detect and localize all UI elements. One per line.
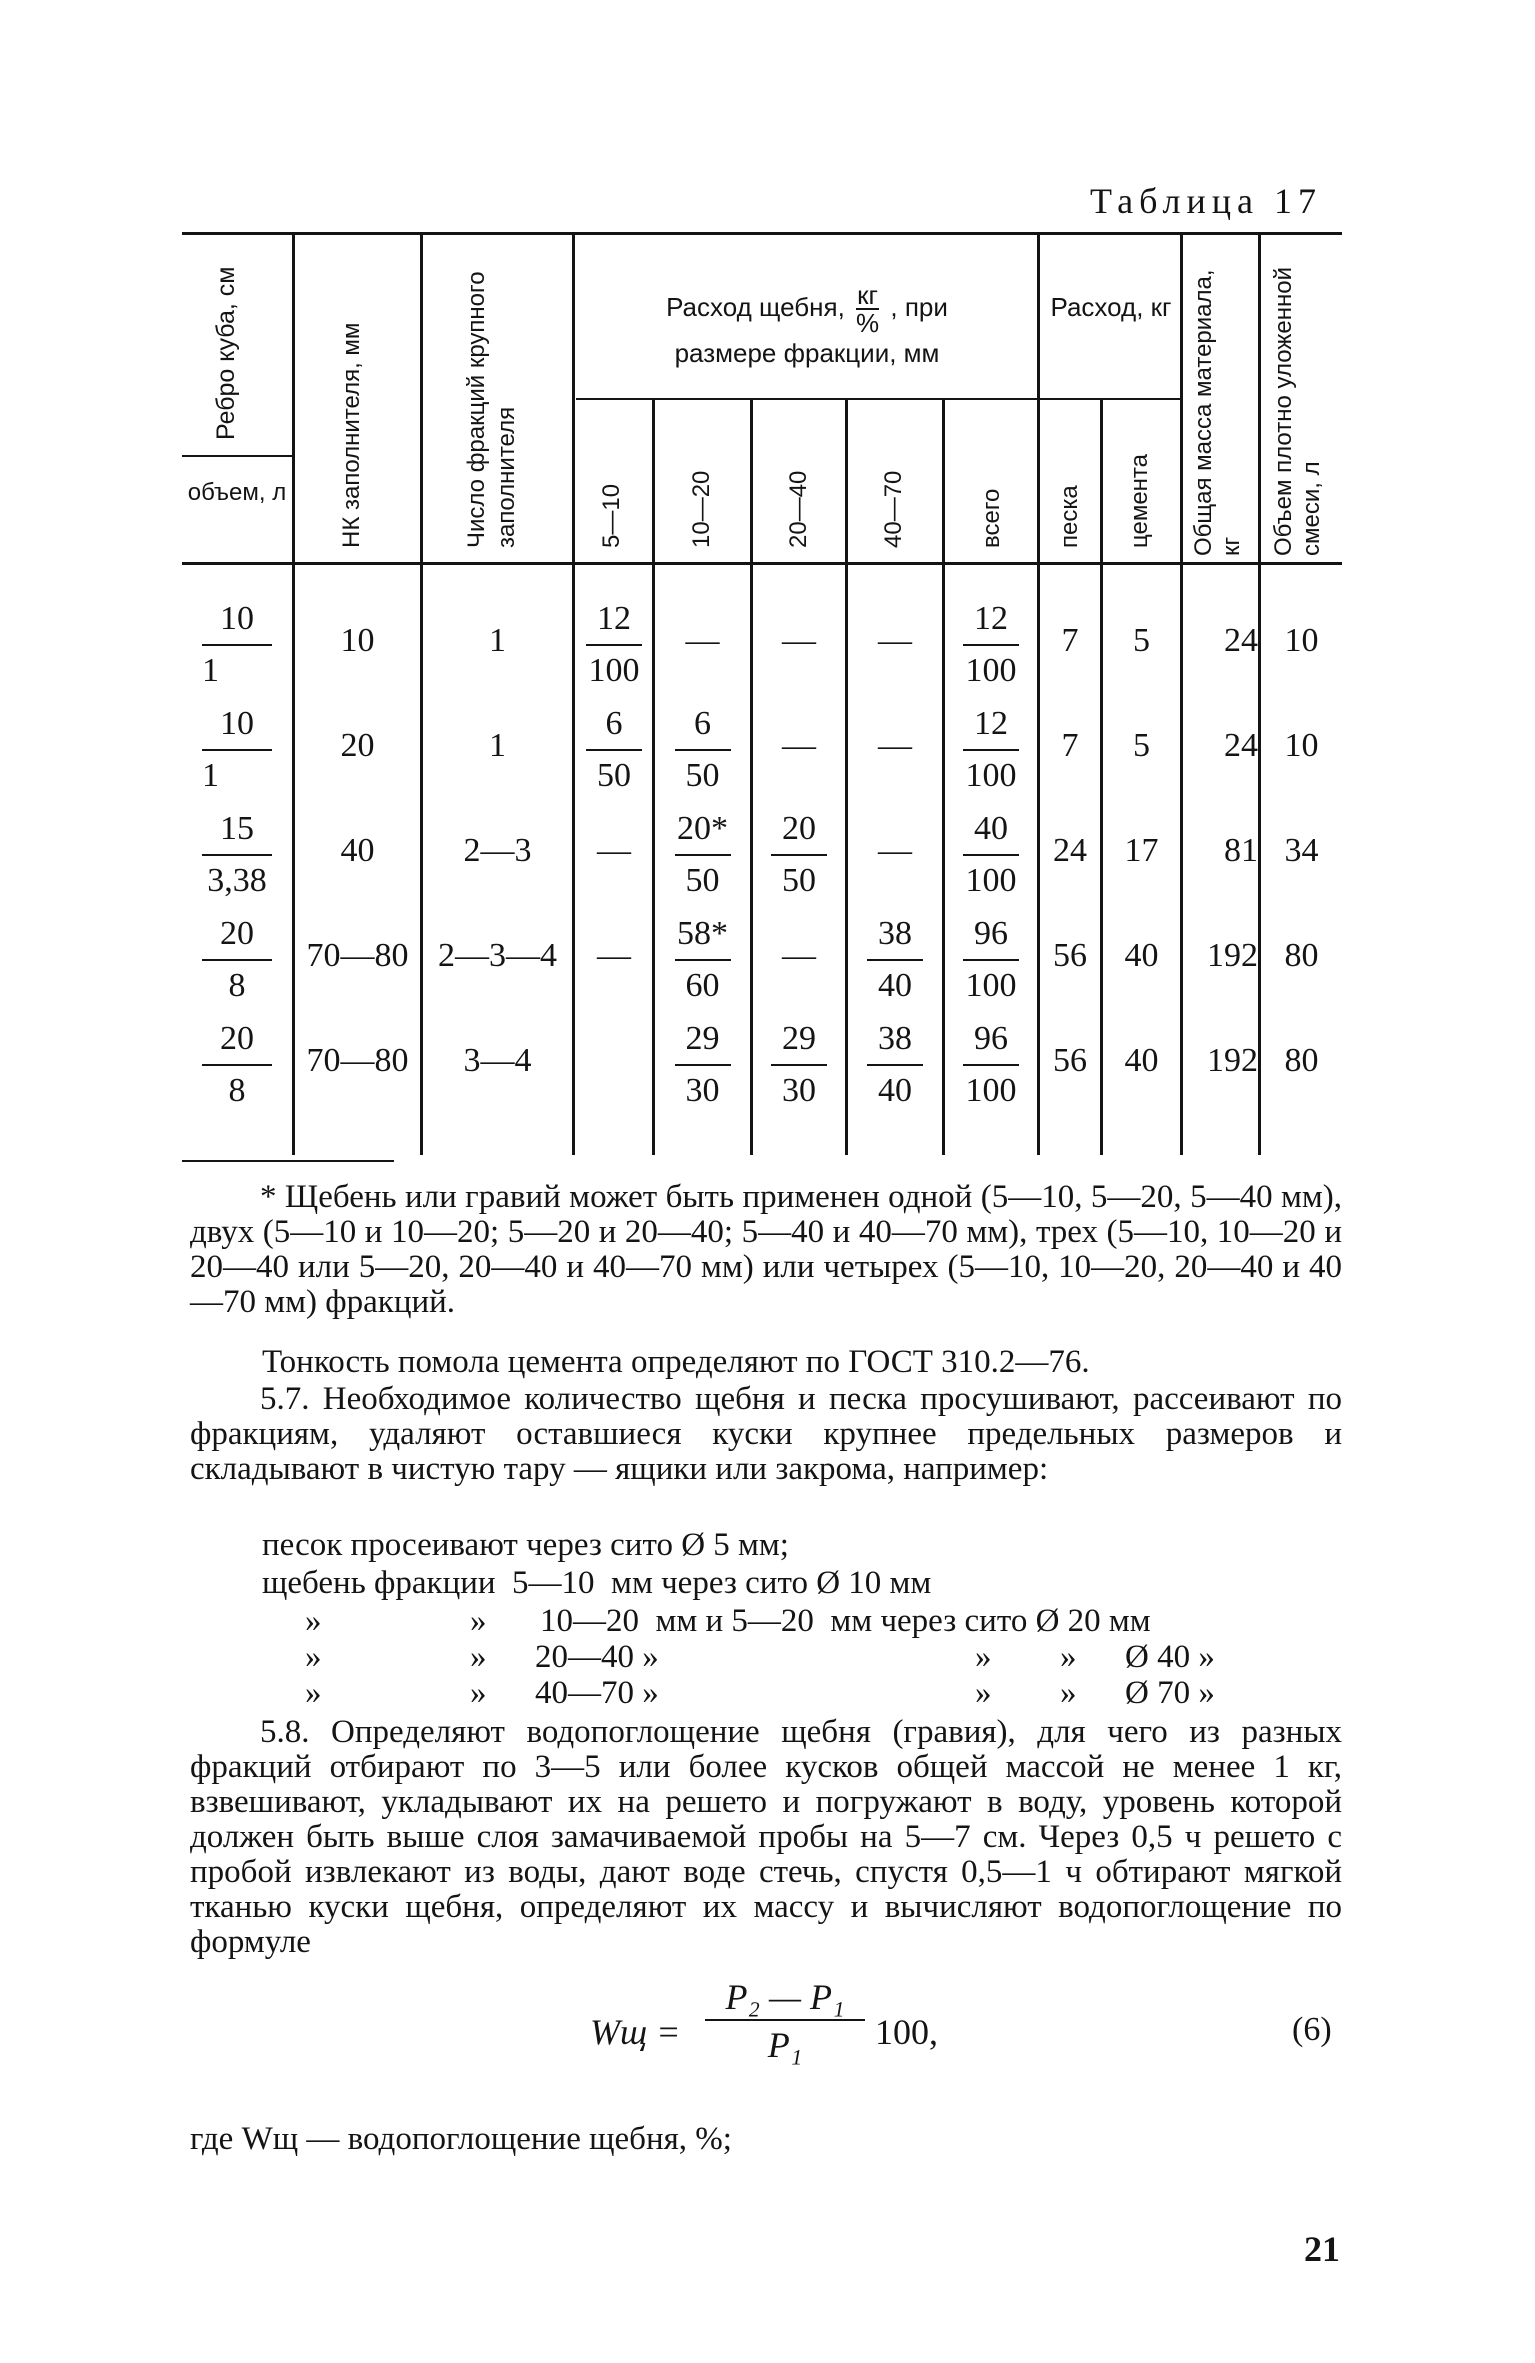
formula-rhs: 100, (875, 2012, 938, 2052)
cell-10-20 (655, 701, 750, 799)
cell-nk: 40 (340, 832, 375, 869)
col-divider (652, 400, 655, 562)
cell-nk: 20 (340, 727, 375, 764)
fraction-bar (675, 854, 731, 856)
numerator: 58* (677, 915, 728, 952)
denominator: 30 (685, 1072, 720, 1109)
consumption-unit (856, 282, 879, 336)
formula-number: (6) (1292, 2011, 1332, 2048)
cell-5-10 (576, 596, 652, 694)
cell-total (945, 806, 1037, 904)
numerator: 6 (694, 705, 711, 742)
numerator: 12 (974, 705, 1008, 742)
edge-value: 20 (220, 1020, 254, 1057)
cell-mass: 24 (1224, 622, 1258, 659)
volume-value: 3,38 (207, 862, 267, 899)
fraction-bar (771, 854, 827, 856)
col-divider (1258, 232, 1261, 562)
col-divider (942, 400, 945, 562)
cement-fineness-text: Тонкость помола цемента определяют по ГОСТ 310.2—76. (262, 1344, 1090, 1380)
ditto-mark: » (470, 1639, 487, 1675)
numerator: 96 (974, 915, 1008, 952)
cell-cement: 17 (1124, 832, 1159, 869)
cell-mass: 81 (1224, 832, 1258, 869)
cell-5-10: — (597, 937, 631, 974)
header-nk: НК заполнителя, мм (338, 322, 365, 548)
denominator: 50 (597, 757, 631, 794)
numerator: 6 (605, 705, 623, 742)
cell-mix: 34 (1284, 832, 1319, 869)
paragraph-5-8-text: 5.8. Определяют водопоглощение щебня (гравия), для чего из разных фракций отбирают по 3—5 или более кусков общей массой не менее 1 кг, взвешивают, укладывают их на решето и погружают в воду, уровень которой должен быть выше слоя замачиваемой пробы на 5—7 см. Через 0,5 ч решето с пробой извлекают из воды, дают воде стечь, спустя 0,5—1 ч обтирают мягкой тканью куски щебня, определяют их массу и вычисляют водопоглощение по формуле (190, 1714, 1342, 1960)
ditto-mark: » (975, 1639, 992, 1675)
table-header-rule (182, 562, 1342, 565)
edge-value: 10 (220, 705, 254, 742)
table-title: Таблица 17 (1090, 181, 1322, 221)
cell-mass: 192 (1207, 937, 1258, 974)
cell-cement: 5 (1133, 727, 1150, 764)
formula-numerator: P₂ — P₁ (725, 1977, 845, 2017)
cell-fractions: 2—3 (463, 832, 532, 869)
numerator: 29 (782, 1020, 816, 1057)
fraction-bar (202, 854, 272, 856)
consumption-unit-den: % (856, 308, 880, 338)
denominator: 100 (965, 652, 1017, 689)
cell-edge-volume (192, 911, 282, 1009)
header-total-mass-text: Общая масса материала, кг (1190, 269, 1245, 556)
edge-value: 15 (220, 810, 254, 847)
denominator: 50 (685, 862, 720, 899)
cell-40-70 (848, 911, 942, 1009)
edge-value: 10 (220, 600, 254, 637)
denominator: 100 (965, 1072, 1017, 1109)
cell-mix: 80 (1284, 1042, 1319, 1079)
ditto-mark: » (305, 1603, 322, 1639)
cell-mix: 10 (1284, 727, 1319, 764)
sieve-line-4-size: 20—40 » (535, 1639, 659, 1675)
denominator: 60 (685, 967, 720, 1004)
cell-nk: 70—80 (306, 937, 409, 974)
col-divider (750, 400, 753, 562)
cell-total (945, 701, 1037, 799)
cell-cement: 40 (1124, 1042, 1159, 1079)
paragraph-5-7 (190, 1382, 1342, 1487)
cell-mix: 80 (1284, 937, 1319, 974)
col-divider (420, 232, 423, 562)
cell-sand: 56 (1053, 937, 1087, 974)
denominator: 30 (782, 1072, 816, 1109)
cell-edge-volume (192, 1016, 282, 1114)
header-sub-rule (182, 455, 292, 457)
cell-5-10 (576, 701, 652, 799)
paragraph-5-7-text: 5.7. Необходимое количество щебня и песка просушивают, рассеивают по фракциям, удаляют оставшиеся куски крупнее предельных размеров и складывают в чистую тару — ящики или закрома, например: (190, 1381, 1342, 1487)
sieve-line-1: песок просеивают через сито Ø 5 мм; (262, 1527, 789, 1563)
cell-10-20 (655, 1016, 750, 1114)
formula-lhs: Wщ = (590, 2012, 681, 2052)
header-consumption2: Расход, кг (1050, 292, 1172, 322)
consumption-title-1: Расход щебня, (666, 291, 845, 322)
denominator: 50 (685, 757, 720, 794)
header-volume-mix-text: Объем плотно уложенной смеси, л (1270, 267, 1325, 556)
cell-nk: 10 (340, 622, 375, 659)
fraction-bar (867, 959, 923, 961)
cell-total (945, 1016, 1037, 1114)
header-sub-10-20: 10—20 (688, 470, 715, 548)
ditto-mark: » (305, 1639, 322, 1675)
fraction-bar (675, 749, 731, 751)
consumption-unit-num: кг (857, 280, 879, 310)
cell-40-70: — (878, 832, 912, 869)
cell-mass: 24 (1224, 727, 1258, 764)
denominator: 40 (878, 967, 912, 1004)
header-volume: объем, л (187, 479, 287, 506)
header-fractions-text: Число фракций крупного заполнителя (463, 271, 520, 548)
cell-fractions: 1 (489, 622, 506, 659)
volume-value: 8 (228, 1072, 246, 1109)
cell-cement: 40 (1124, 937, 1159, 974)
cell-total (945, 911, 1037, 1009)
fraction-bar (586, 749, 642, 751)
cell-20-40 (753, 1016, 845, 1114)
col-divider (292, 232, 295, 562)
fraction-bar (202, 959, 272, 961)
cell-10-20 (655, 806, 750, 904)
cell-cement: 5 (1133, 622, 1150, 659)
ditto-mark: » (1060, 1639, 1077, 1675)
volume-value: 1 (202, 652, 219, 689)
cell-fractions: 1 (489, 727, 506, 764)
ditto-mark: » (1060, 1675, 1077, 1711)
volume-value: 1 (202, 757, 219, 794)
fraction-bar (963, 959, 1019, 961)
formula (590, 1975, 1010, 2085)
header-sub-sand: песка (1056, 485, 1083, 548)
cell-fractions: 3—4 (463, 1042, 532, 1079)
cell-mass: 192 (1207, 1042, 1258, 1079)
sieve-line-5-size: 40—70 » (535, 1675, 659, 1711)
header-fractions-count (462, 228, 522, 548)
table-top-rule (182, 232, 1342, 235)
header-edge: Ребро куба, см (212, 266, 240, 440)
header-sub-rule (576, 398, 1038, 400)
fraction-bar (963, 1064, 1019, 1066)
sieve-line-4-sieve: Ø 40 » (1125, 1639, 1215, 1675)
cell-40-70: — (878, 622, 912, 659)
header-total-mass (1190, 256, 1246, 556)
cell-20-40: — (782, 937, 816, 974)
formula-denominator: P₁ (767, 2025, 803, 2065)
fraction-bar (202, 1064, 272, 1066)
cell-sand: 7 (1061, 622, 1079, 659)
page-number: 21 (1304, 2229, 1340, 2269)
edge-value: 20 (220, 915, 254, 952)
sieve-line-2: щебень фракции 5—10 мм через сито Ø 10 мм (262, 1565, 932, 1601)
col-divider (845, 400, 848, 562)
cell-edge-volume (192, 596, 282, 694)
cell-20-40: — (782, 622, 816, 659)
fraction-bar (586, 644, 642, 646)
cell-20-40: — (782, 727, 816, 764)
numerator: 12 (597, 600, 631, 637)
cell-sand: 7 (1061, 727, 1079, 764)
numerator: 20 (782, 810, 816, 847)
fraction-bar (771, 1064, 827, 1066)
header-volume-mix (1270, 256, 1326, 556)
numerator: 38 (878, 1020, 912, 1057)
cell-40-70 (848, 1016, 942, 1114)
col-divider (1180, 232, 1183, 562)
ditto-mark: » (975, 1675, 992, 1711)
cell-5-10: — (597, 832, 631, 869)
numerator: 12 (974, 600, 1008, 637)
numerator: 20* (677, 810, 728, 847)
denominator: 100 (965, 862, 1017, 899)
fraction-bar (867, 1064, 923, 1066)
ditto-mark: » (470, 1603, 487, 1639)
header-sub-total: всего (978, 488, 1005, 548)
sieve-line-3: 10—20 мм и 5—20 мм через сито Ø 20 мм (540, 1603, 1151, 1639)
volume-value: 8 (228, 967, 246, 1004)
cell-total (945, 596, 1037, 694)
col-divider (1100, 400, 1103, 562)
cell-edge-volume (192, 701, 282, 799)
cell-nk: 70—80 (306, 1042, 409, 1079)
fraction-bar (202, 749, 272, 751)
cell-20-40 (753, 806, 845, 904)
footnote-rule (182, 1160, 394, 1162)
denominator: 100 (965, 967, 1017, 1004)
header-sub-rule (1040, 398, 1182, 400)
where-line: где Wщ — водопоглощение щебня, %; (190, 2121, 732, 2157)
header-sub-20-40: 20—40 (785, 470, 812, 548)
footnote (190, 1180, 1342, 1320)
ditto-mark: » (470, 1675, 487, 1711)
formula-fraction (705, 1975, 865, 2069)
header-sub-cement: цемента (1126, 454, 1153, 548)
col-divider (572, 232, 575, 562)
denominator: 40 (878, 1072, 912, 1109)
cell-mix: 10 (1284, 622, 1319, 659)
cell-sand: 56 (1053, 1042, 1087, 1079)
denominator: 50 (782, 862, 816, 899)
header-sub-5-10: 5—10 (598, 483, 625, 548)
cell-10-20: — (685, 622, 720, 659)
numerator: 40 (974, 810, 1008, 847)
sieve-line-5-sieve: Ø 70 » (1125, 1675, 1215, 1711)
fraction-bar (675, 1064, 731, 1066)
denominator: 100 (965, 757, 1017, 794)
numerator: 96 (974, 1020, 1008, 1057)
footnote-text: * Щебень или гравий может быть применен одной (5—10, 5—20, 5—40 мм), двух (5—10 и 10—20; 5—20 и 20—40; 5—40 и 40—70 мм), трех (5—10, 10—20 и 20—40 или 5—20, 20—40 и 40—70 мм) или четырех (5—10, 10—20, 20—40 и 40—70 мм) фракций. (190, 1179, 1342, 1320)
fraction-bar (202, 644, 272, 646)
consumption-title-3: размере фракции, мм (674, 338, 940, 368)
numerator: 29 (685, 1020, 720, 1057)
fraction-bar (675, 959, 731, 961)
fraction-bar (963, 854, 1019, 856)
cell-10-20 (655, 911, 750, 1009)
col-divider (572, 565, 575, 1155)
fraction-bar (963, 749, 1019, 751)
header-sub-40-70: 40—70 (880, 470, 907, 548)
cell-fractions: 2—3—4 (438, 937, 557, 974)
cell-40-70: — (878, 727, 912, 764)
header-consumption (576, 282, 1038, 370)
cell-edge-volume (192, 806, 282, 904)
cell-sand: 24 (1053, 832, 1087, 869)
ditto-mark: » (305, 1675, 322, 1711)
fraction-bar (963, 644, 1019, 646)
denominator: 100 (588, 652, 640, 689)
consumption-title-2: , при (890, 291, 948, 322)
numerator: 38 (878, 915, 912, 952)
paragraph-5-8 (190, 1715, 1342, 1960)
